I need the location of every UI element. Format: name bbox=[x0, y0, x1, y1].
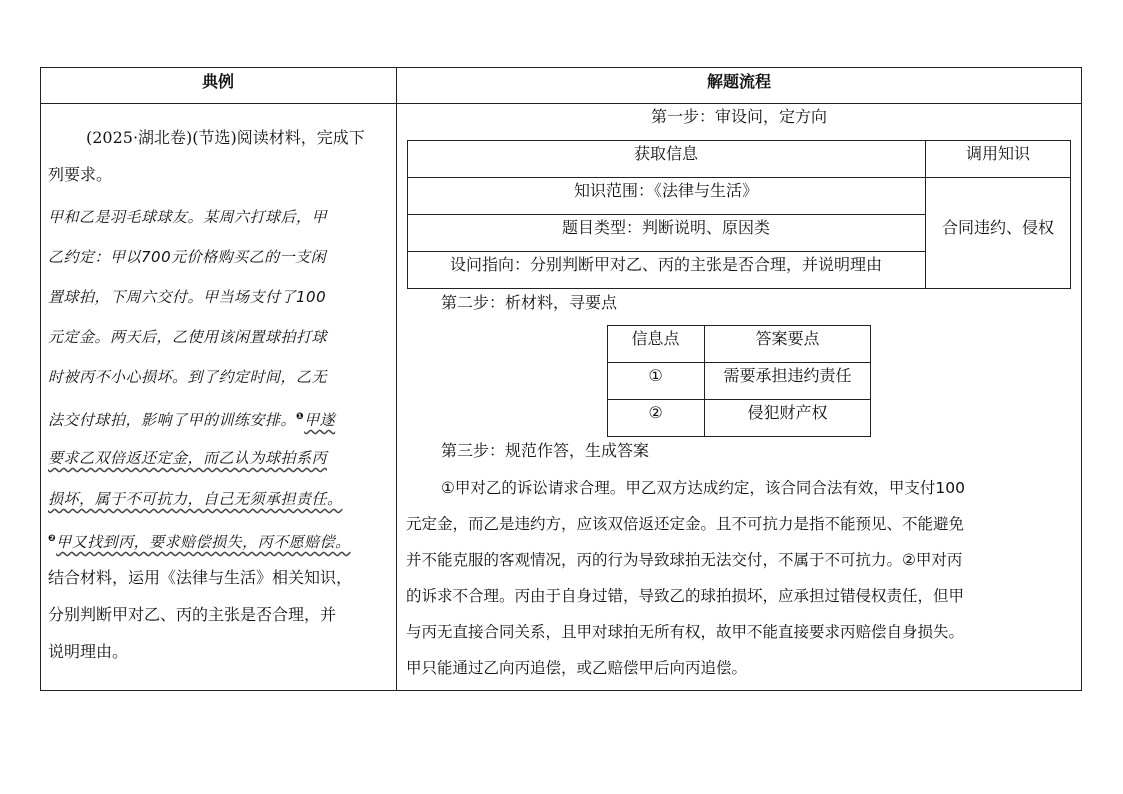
table2-answer: 需要承担违约责任 bbox=[723, 366, 852, 385]
table1-header-knowledge: 调用知识 bbox=[965, 144, 1030, 163]
annotation-marker-1: ❶ bbox=[296, 412, 305, 422]
outer-top-border bbox=[40, 67, 1082, 68]
material-line: 元定金。两天后，乙使用该闲置球拍打球 bbox=[48, 328, 328, 346]
table2-header-point: 信息点 bbox=[631, 329, 680, 348]
step1-title: 第一步：审设问，定方向 bbox=[650, 107, 827, 126]
header-divider bbox=[40, 103, 1082, 104]
claim-2-line bbox=[48, 529, 351, 552]
answer-line: 元定金，而乙是违约方，应该双倍返还定金。且不可抗力是指不能预见、不能避免 bbox=[406, 515, 965, 533]
claim-2: 甲又找到丙，要求赔偿损失，丙不愿赔偿。 bbox=[56, 533, 351, 551]
table1-row: 设问指向：分别判断甲对乙、丙的主张是否合理，并说明理由 bbox=[449, 255, 882, 274]
outer-left-border bbox=[40, 67, 41, 691]
table1-header-info: 获取信息 bbox=[633, 144, 698, 163]
table2-point: ② bbox=[648, 403, 663, 422]
table2-header-answer: 答案要点 bbox=[755, 329, 820, 348]
info-table bbox=[407, 140, 1071, 289]
header-example: 典例 bbox=[201, 72, 234, 91]
task-line: 说明理由。 bbox=[48, 642, 129, 661]
answer-line: 甲只能通过乙向丙追偿，或乙赔偿甲后向丙追偿。 bbox=[406, 659, 748, 677]
material-line: 时被丙不小心损坏。到了约定时间，乙无 bbox=[48, 368, 328, 386]
points-table bbox=[607, 325, 871, 437]
header-solution-process: 解题流程 bbox=[706, 72, 771, 91]
source-intro-line2: 列要求。 bbox=[48, 165, 113, 184]
step2-title: 第二步：析材料，寻要点 bbox=[441, 293, 618, 312]
answer-line: 并不能克服的客观情况，丙的行为导致球拍无法交付，不属于不可抗力。②甲对丙 bbox=[406, 551, 963, 569]
table1-row: 题目类型：判断说明、原因类 bbox=[561, 218, 770, 237]
step3-title: 第三步：规范作答，生成答案 bbox=[441, 441, 650, 460]
annotation-marker-2: ❷ bbox=[48, 534, 57, 544]
claim-1-start: 甲遂 bbox=[304, 411, 336, 429]
task-line: 分别判断甲对乙、丙的主张是否合理，并 bbox=[48, 605, 337, 624]
claim-1-text-end bbox=[48, 489, 343, 509]
material-line-text: 法交付球拍，影响了甲的训练安排。 bbox=[48, 411, 297, 429]
material-line: 甲和乙是羽毛球球友。某周六打球后，甲 bbox=[48, 208, 328, 226]
answer-line: 的诉求不合理。丙由于自身过错，导致乙的球拍损坏，应承担过错侵权责任，但甲 bbox=[406, 587, 965, 605]
material-line bbox=[48, 407, 335, 430]
material-line: 置球拍，下周六交付。甲当场支付了100 bbox=[48, 288, 327, 306]
source-intro-line1: (2025·湖北卷)(节选)阅读材料，完成下 bbox=[86, 128, 365, 147]
answer-line: ①甲对乙的诉讼请求合理。甲乙双方达成约定，该合同合法有效，甲支付100 bbox=[441, 479, 965, 497]
material-line: 乙约定：甲以700元价格购买乙的一支闲 bbox=[48, 248, 327, 266]
table1-row: 知识范围：《法律与生活》 bbox=[573, 181, 758, 200]
answer-line: 与丙无直接合同关系，且甲对球拍无所有权，故甲不能直接要求丙赔偿自身损失。 bbox=[406, 623, 965, 641]
column-divider bbox=[396, 67, 397, 691]
outer-right-border bbox=[1081, 67, 1082, 691]
task-line: 结合材料，运用《法律与生活》相关知识， bbox=[48, 568, 353, 587]
table1-knowledge: 合同违约、侵权 bbox=[941, 218, 1054, 237]
claim-1-text: 要求乙双倍返还定金，而乙认为球拍系丙 bbox=[48, 449, 328, 467]
table2-answer: 侵犯财产权 bbox=[747, 403, 828, 422]
table2-point: ① bbox=[648, 366, 663, 385]
claim-1-end: 损坏，属于不可抗力，自己无须承担责任。 bbox=[48, 490, 343, 508]
outer-bottom-border bbox=[40, 690, 1082, 691]
